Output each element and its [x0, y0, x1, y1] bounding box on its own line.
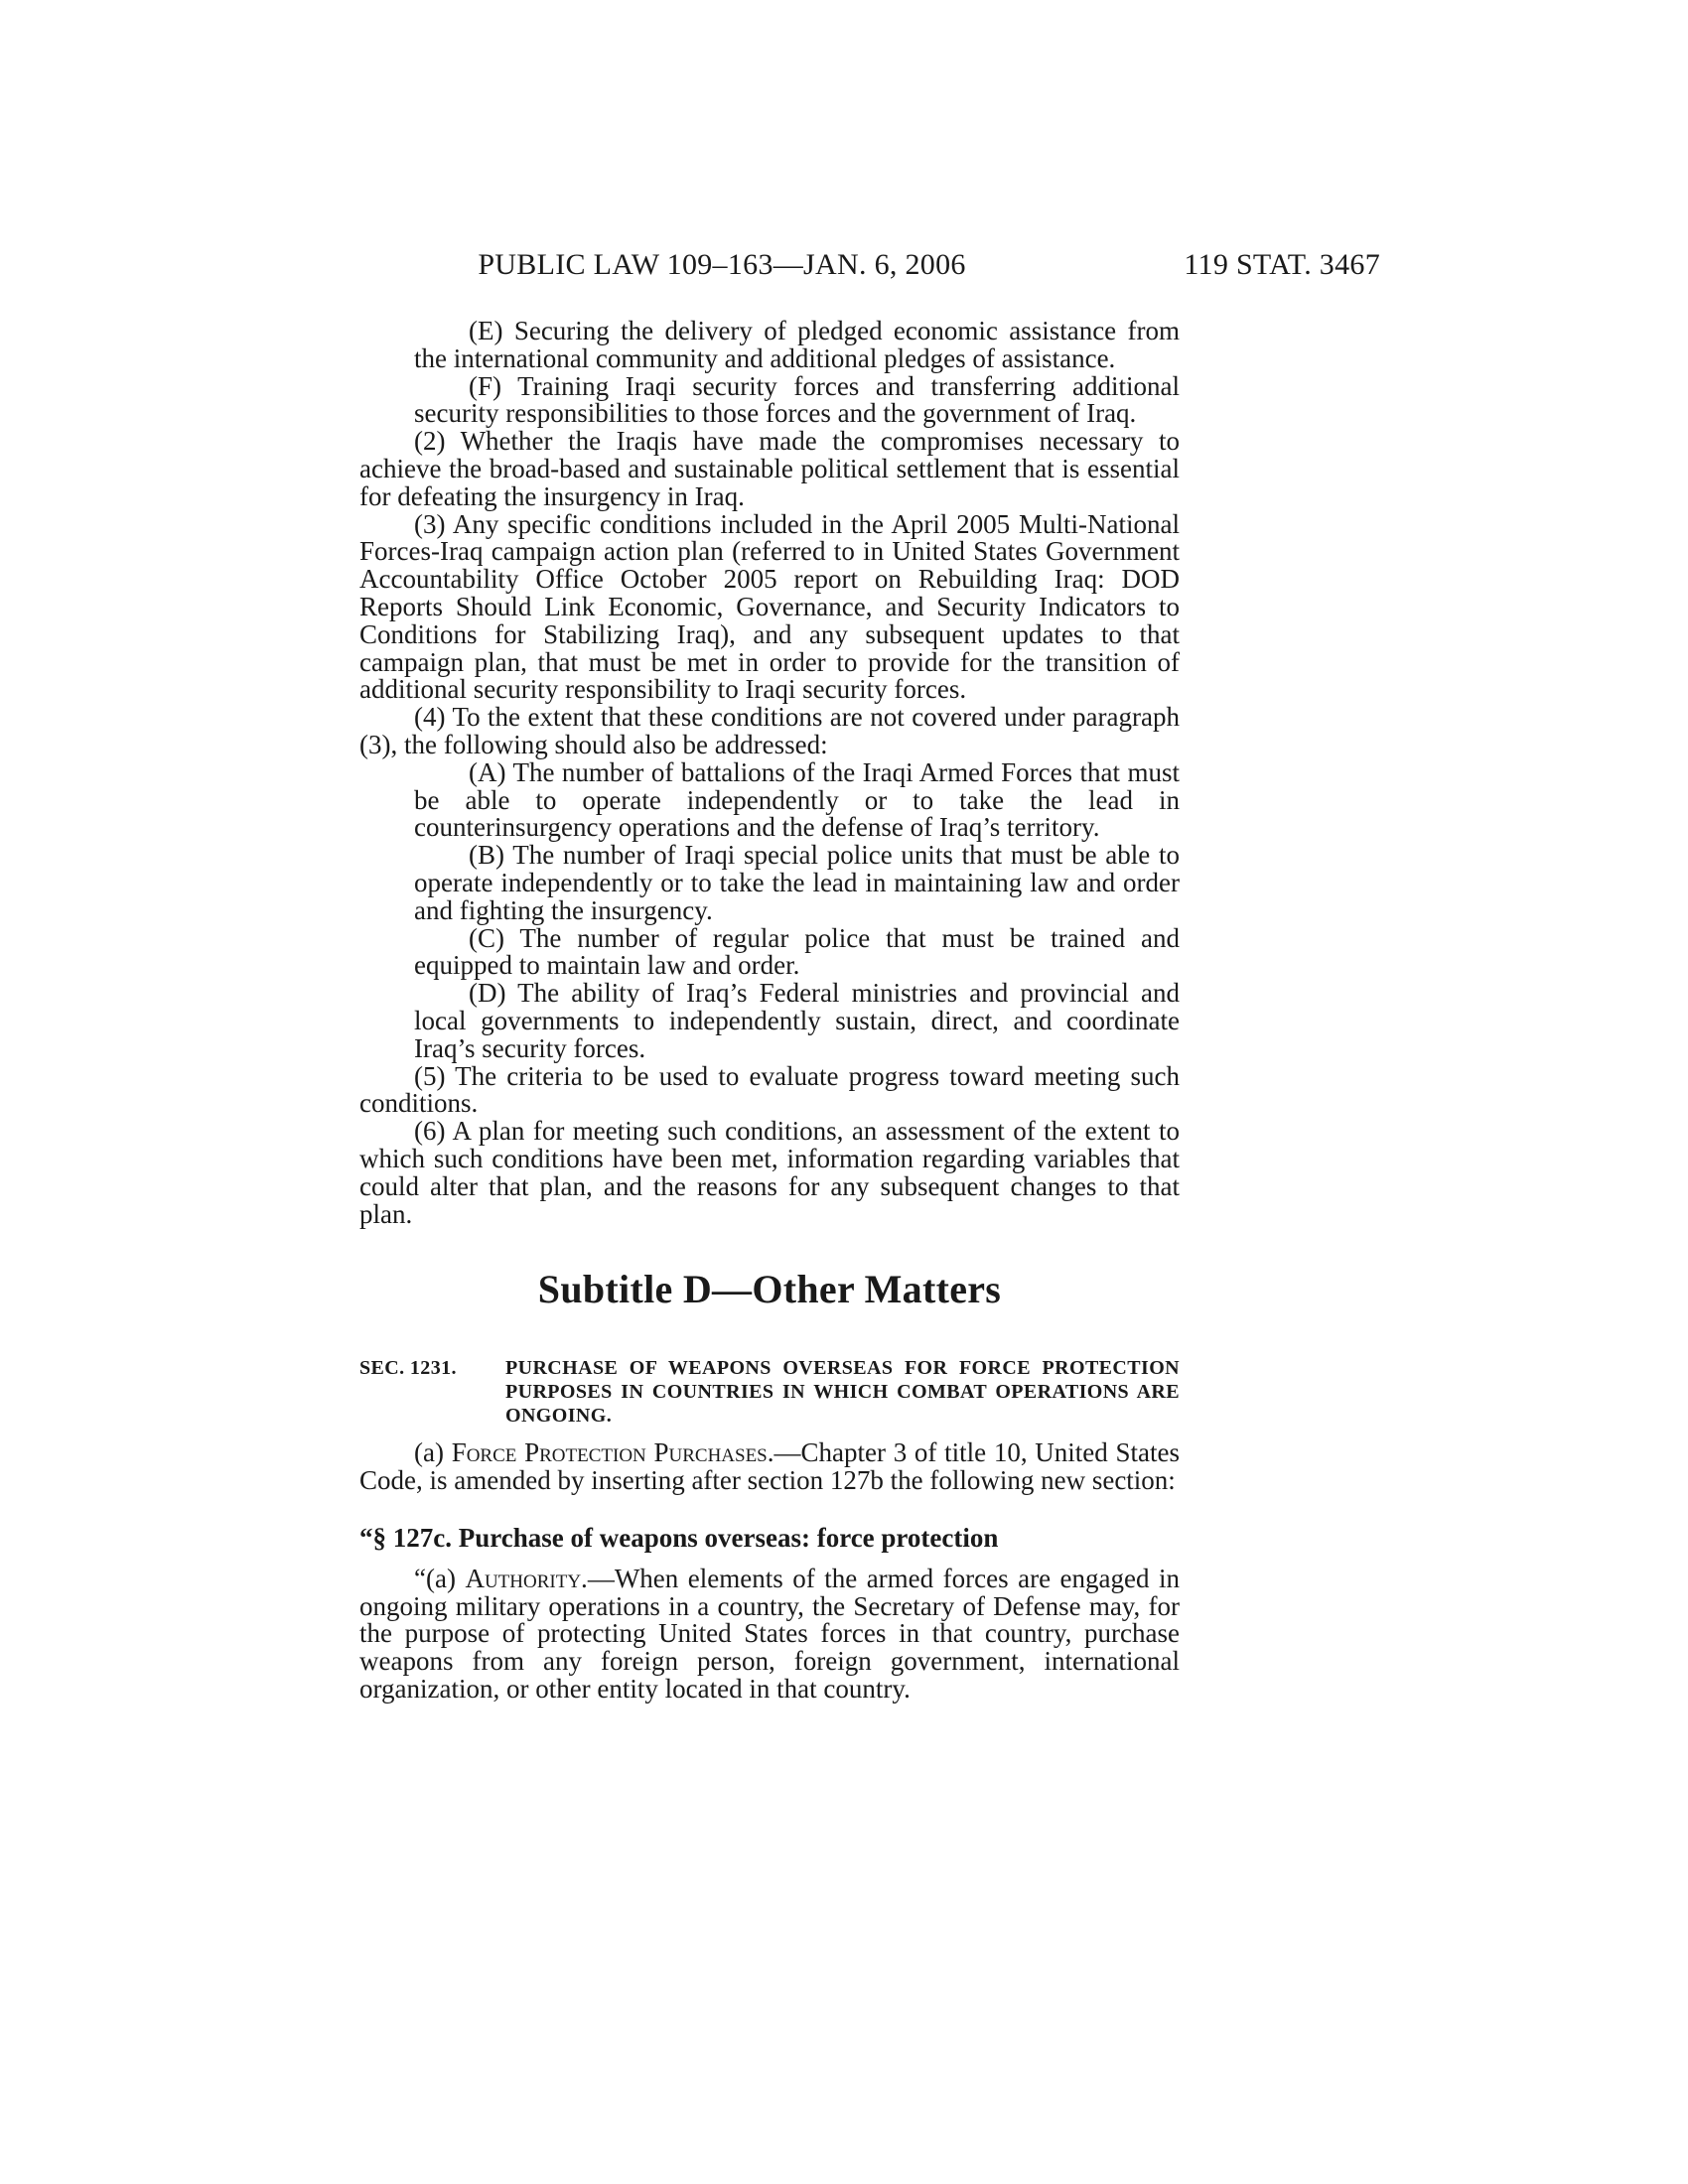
statute-page-number: 119 STAT. 3467: [1184, 248, 1380, 281]
subparagraph-4C: (C) The number of regular police that must be trained and equipped to maintain law and order.: [414, 922, 1180, 981]
subparagraph-E: (E) Securing the delivery of pledged economic assistance from the international community and additional pledges of assistance.: [414, 316, 1180, 373]
body-text: [359, 318, 1180, 1704]
authority-lead: “(a): [414, 1563, 466, 1593]
subsection-a-text: —Chapter 3 of title 10, United States Code, is amended by inserting after section 127b the following new section:: [359, 1437, 1180, 1496]
running-header: [427, 248, 1380, 288]
subparagraph-4A: (A) The number of battalions of the Iraqi Armed Forces that must be able to operate independently or to take the lead in counterinsurgency operations and the defense of Iraq’s territory.: [414, 756, 1180, 843]
paragraph-5: (5) The criteria to be used to evaluate progress toward meeting such conditions.: [359, 1060, 1180, 1119]
subparagraph-4D: (D) The ability of Iraq’s Federal ministries and provincial and local governments to independently sustain, direct, and coordinate Iraq’s security forces.: [414, 978, 1180, 1063]
authority-subsection: [359, 1563, 1180, 1705]
paragraph-4: (4) To the extent that these conditions are not covered under paragraph (3), the following should also be addressed:: [359, 702, 1180, 759]
section-127c-heading: “§ 127c. Purchase of weapons overseas: force protection: [359, 1522, 999, 1553]
subsection-a-heading: Force Protection Purchases.: [451, 1437, 774, 1468]
subparagraph-F: (F) Training Iraqi security forces and transferring additional security responsibilities to those forces and the government of Iraq.: [414, 370, 1180, 429]
subsection-a-lead: (a): [414, 1437, 452, 1468]
subparagraph-group-2: [359, 756, 1180, 1063]
section-title: PURCHASE OF WEAPONS OVERSEAS FOR FORCE PROTECTION PURPOSES IN COUNTRIES IN WHICH COMBAT OPERATIONS ARE ONGOING.: [505, 1357, 1180, 1428]
subparagraph-group-1: [359, 318, 1180, 428]
subparagraph-4B: (B) The number of Iraqi special police units that must be able to operate independently or to take the lead in maintaining law and order and fighting the insurgency.: [414, 840, 1180, 925]
authority-heading: Authority.: [465, 1563, 588, 1593]
subtitle-heading: Subtitle D—Other Matters: [537, 1267, 1002, 1312]
paragraph-6: (6) A plan for meeting such conditions, an assessment of the extent to which such conditions have been met, information regarding variables that could alter that plan, and the reasons for any subsequent changes to that plan.: [359, 1116, 1180, 1229]
paragraph-3: (3) Any specific conditions included in the April 2005 Multi-National Forces-Iraq campaign action plan (referred to in United States Government Accountability Office October 2005 report on Rebuilding Iraq: DOD Reports Should Link Economic, Governance, and Security Indicators to Conditions for Stabilizing Iraq), and any subsequent updates to that campaign plan, that must be met in order to provide for the transition of additional security responsibility to Iraqi security forces.: [359, 508, 1180, 705]
section-heading: [359, 1356, 1180, 1428]
authority-text: —When elements of the armed forces are engaged in ongoing military operations in a country, the Secretary of Defense may, for the purpose of protecting United States forces in that country, purchase weapons from any foreign person, foreign government, international organization, or other entity located in that country.: [359, 1563, 1180, 1705]
public-law-citation: PUBLIC LAW 109–163—JAN. 6, 2006: [478, 248, 966, 281]
subsection-a: [359, 1439, 1180, 1495]
paragraph-2: (2) Whether the Iraqis have made the compromises necessary to achieve the broad-based and sustainable political settlement that is essential for defeating the insurgency in Iraq.: [359, 426, 1180, 511]
section-number: SEC. 1231.: [359, 1357, 457, 1380]
